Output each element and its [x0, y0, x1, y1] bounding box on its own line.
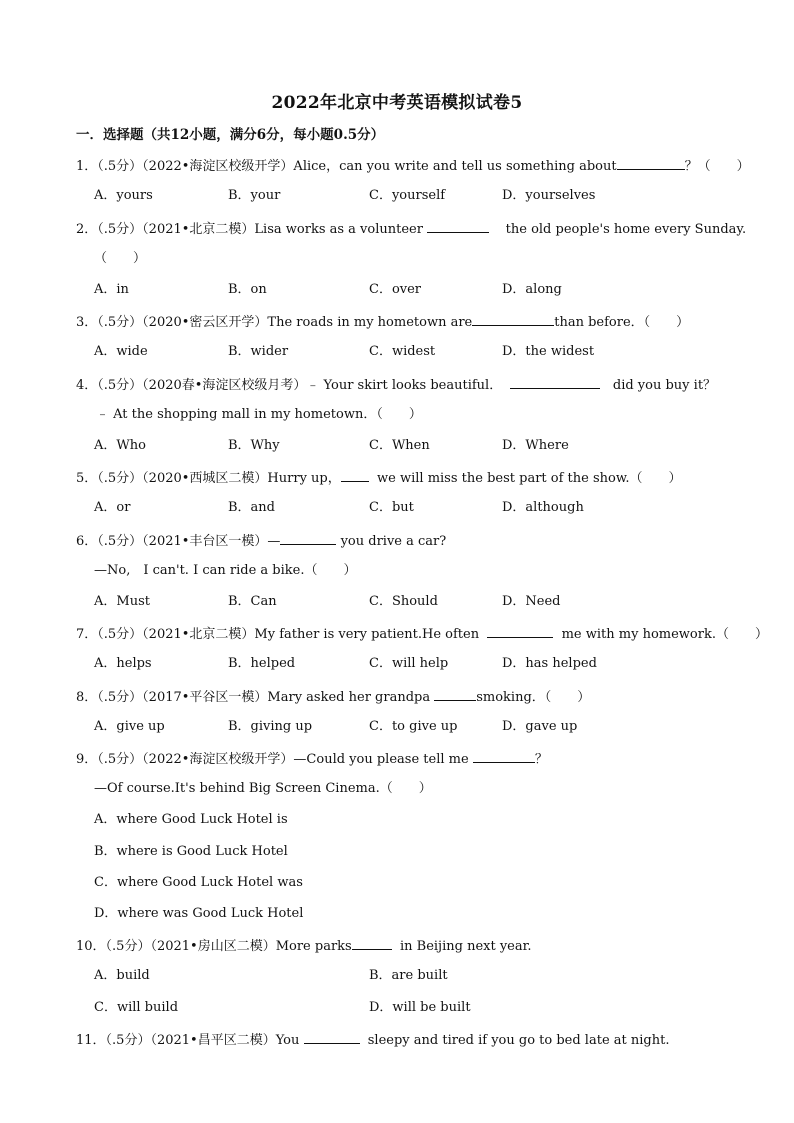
option-7d: D．has helped — [502, 656, 597, 671]
answer-blank — [341, 469, 369, 482]
question-1-tail: ？（ ） — [684, 159, 750, 174]
option-1a: A．yours — [94, 188, 153, 203]
option-6a: A．Must — [94, 594, 150, 609]
question-2-tail: the old people's home every Sunday. — [505, 222, 747, 237]
answer-blank — [510, 376, 600, 389]
option-9c: C．where Good Luck Hotel was — [94, 875, 303, 890]
option-10d: D．will be built — [369, 1000, 471, 1015]
option-5a: A．or — [94, 500, 131, 515]
option-1b: B．your — [228, 188, 281, 203]
option-7c: C．will help — [369, 656, 449, 671]
option-2b: B．on — [228, 282, 267, 297]
question-7-text: 7．（.5分）（2021•北京二模）My father is very patient.He often — [76, 627, 480, 642]
option-4a: A．Who — [94, 438, 146, 453]
answer-blank — [304, 1031, 360, 1044]
option-4c: C．When — [369, 438, 430, 453]
question-10-text: 10．（.5分）（2021•房山区二模）More parks — [76, 939, 352, 954]
question-2-stem — [76, 220, 746, 238]
question-2-cont: （ ） — [94, 251, 147, 266]
answer-blank — [427, 220, 489, 233]
question-11-text: 11．（.5分）（2021•昌平区二模）You — [76, 1033, 300, 1048]
question-11-stem — [76, 1031, 669, 1049]
option-1d: D．yourselves — [502, 188, 596, 203]
option-2c: C．over — [369, 282, 422, 297]
option-5c: C．but — [369, 500, 414, 515]
option-6d: D．Need — [502, 594, 561, 609]
option-8d: D．gave up — [502, 719, 578, 734]
option-6c: C．Should — [369, 594, 438, 609]
question-9-text: 9．（.5分）（2022•海淀区校级开学）—Could you please tell me — [76, 752, 469, 767]
answer-blank — [487, 625, 553, 638]
option-4b: B．Why — [228, 438, 280, 453]
question-11-tail: sleepy and tired if you go to bed late at night. — [367, 1033, 670, 1048]
option-2a: A．in — [94, 282, 129, 297]
question-10-tail: in Beijing next year. — [399, 939, 532, 954]
option-4d: D．Where — [502, 438, 569, 453]
option-5d: D．although — [502, 500, 584, 515]
question-9-stem — [76, 750, 548, 768]
question-7-stem — [76, 625, 768, 643]
option-3c: C．widest — [369, 344, 436, 359]
question-4-stem — [76, 376, 716, 394]
question-2-text: 2．（.5分）（2021•北京二模）Lisa works as a volunteer — [76, 222, 423, 237]
option-8a: A．give up — [94, 719, 165, 734]
option-10a: A．build — [94, 968, 150, 983]
question-6-tail: you drive a car? — [340, 534, 447, 549]
option-1c: C．yourself — [369, 188, 446, 203]
question-3-text: 3．（.5分）（2020•密云区开学）The roads in my hometown are — [76, 315, 473, 330]
option-9b: B．where is Good Luck Hotel — [94, 844, 288, 859]
answer-blank — [472, 313, 554, 326]
question-9-cont: —Of course.It's behind Big Screen Cinema.（ ） — [94, 781, 432, 796]
question-8-text: 8．（.5分）（2017•平谷区一模）Mary asked her grandpa — [76, 690, 431, 705]
question-4-text: 4．（.5分）（2020春•海淀区校级月考）﹣ Your skirt looks beautiful． — [76, 378, 503, 393]
option-10c: C．will build — [94, 1000, 179, 1015]
question-10-stem — [76, 937, 532, 955]
question-3-stem — [76, 313, 689, 331]
question-5-text: 5．（.5分）（2020•西城区二模）Hurry up， — [76, 471, 341, 486]
option-8b: B．giving up — [228, 719, 313, 734]
question-3-tail: than before．（ ） — [554, 315, 690, 330]
section-heading: 一．选择题（共12小题，满分6分，每小题0.5分） — [76, 127, 385, 143]
option-10b: B．are built — [369, 968, 448, 983]
option-5b: B．and — [228, 500, 275, 515]
option-8c: C．to give up — [369, 719, 458, 734]
option-3a: A．wide — [94, 344, 148, 359]
option-7b: B．helped — [228, 656, 296, 671]
question-5-stem — [76, 469, 682, 487]
question-8-tail: smoking．（ ） — [476, 690, 591, 705]
question-9-tail: ？ — [534, 752, 548, 767]
question-6-cont: —No, I can't. I can ride a bike.（ ） — [94, 563, 357, 578]
question-4-tail: did you buy it？ — [612, 378, 717, 393]
page-title: 2022年北京中考英语模拟试卷5 — [271, 93, 523, 113]
option-3b: B．wider — [228, 344, 289, 359]
option-7a: A．helps — [94, 656, 152, 671]
question-4-cont: ﹣ At the shopping mall in my hometown．（ ） — [96, 407, 422, 422]
answer-blank — [352, 937, 392, 950]
question-6-stem — [76, 532, 446, 550]
answer-blank — [280, 532, 336, 545]
option-3d: D．the widest — [502, 344, 595, 359]
option-2d: D．along — [502, 282, 562, 297]
question-5-tail: we will miss the best part of the show.（ ） — [377, 471, 682, 486]
answer-blank — [434, 688, 476, 701]
option-9a: A．where Good Luck Hotel is — [94, 812, 288, 827]
option-9d: D．where was Good Luck Hotel — [94, 906, 304, 921]
question-8-stem — [76, 688, 590, 706]
answer-blank — [617, 157, 685, 170]
answer-blank — [473, 750, 535, 763]
question-7-tail: me with my homework.（ ） — [561, 627, 768, 642]
question-1-text: 1．（.5分）（2022•海淀区校级开学）Alice，can you write and tell us something about — [76, 159, 617, 174]
option-6b: B．Can — [228, 594, 277, 609]
question-1-stem — [76, 157, 750, 175]
question-6-text: 6．（.5分）（2021•丰台区一模）— — [76, 534, 281, 549]
